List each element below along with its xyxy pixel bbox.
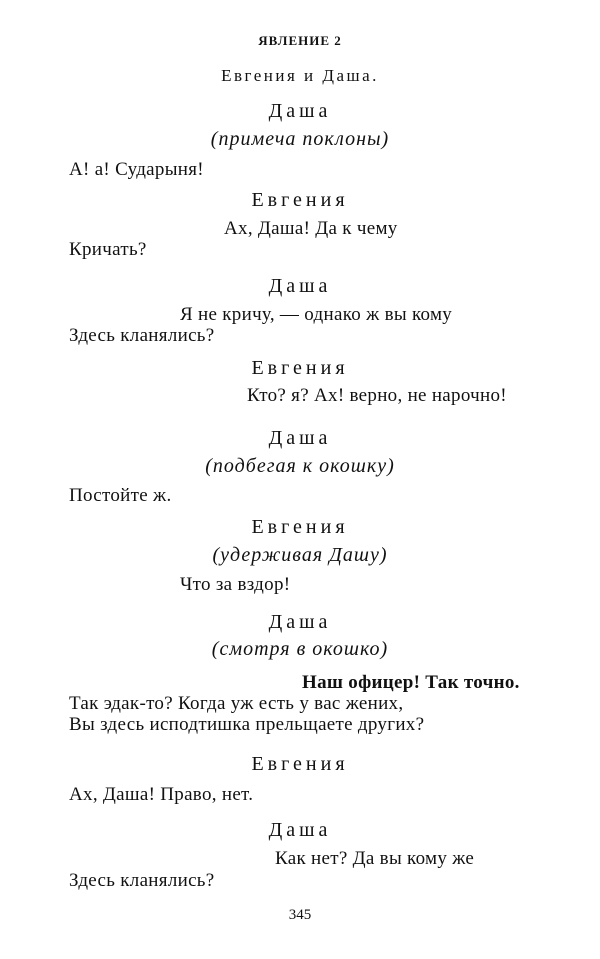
speaker-evgenia: Евгения <box>251 189 349 211</box>
verse-line: Ах, Даша! Да к чему <box>224 218 398 239</box>
verse-line: А! а! Сударыня! <box>69 159 204 180</box>
stage-direction: (подбегая к окошку) <box>205 455 395 477</box>
verse-line: Как нет? Да вы кому же <box>275 848 475 869</box>
verse-line: Ах, Даша! Право, нет. <box>69 784 254 805</box>
speaker-dasha: Даша <box>268 275 332 297</box>
speaker-dasha: Даша <box>268 100 332 122</box>
verse-line: Что за вздор! <box>180 574 291 595</box>
verse-line: Наш офицер! Так точно. <box>302 672 520 693</box>
speaker-dasha: Даша <box>268 427 332 449</box>
verse-line: Я не кричу, — однако ж вы кому <box>180 304 453 325</box>
verse-line: Кто? я? Ах! верно, не нарочно! <box>247 385 507 406</box>
speaker-dasha: Даша <box>268 819 332 841</box>
speaker-evgenia: Евгения <box>251 753 349 775</box>
speaker-evgenia: Евгения <box>251 357 349 379</box>
cast-line: Евгения и Даша. <box>221 66 379 85</box>
stage-direction: (удерживая Дашу) <box>212 544 388 566</box>
speaker-dasha: Даша <box>268 611 332 633</box>
verse-line: Вы здесь исподтишка прельщаете других? <box>69 714 425 735</box>
speaker-evgenia: Евгения <box>251 516 349 538</box>
verse-line: Постойте ж. <box>69 485 172 506</box>
stage-direction: (примеча поклоны) <box>210 128 390 150</box>
verse-line: Кричать? <box>69 239 147 260</box>
scene-heading: ЯВЛЕНИЕ 2 <box>258 33 342 48</box>
stage-direction: (смотря в окошко) <box>211 638 389 660</box>
verse-line: Здесь кланялись? <box>69 325 215 346</box>
verse-line: Здесь кланялись? <box>69 870 215 891</box>
verse-line: Так эдак-то? Когда уж есть у вас жених, <box>69 693 404 714</box>
page-number: 345 <box>288 907 312 923</box>
